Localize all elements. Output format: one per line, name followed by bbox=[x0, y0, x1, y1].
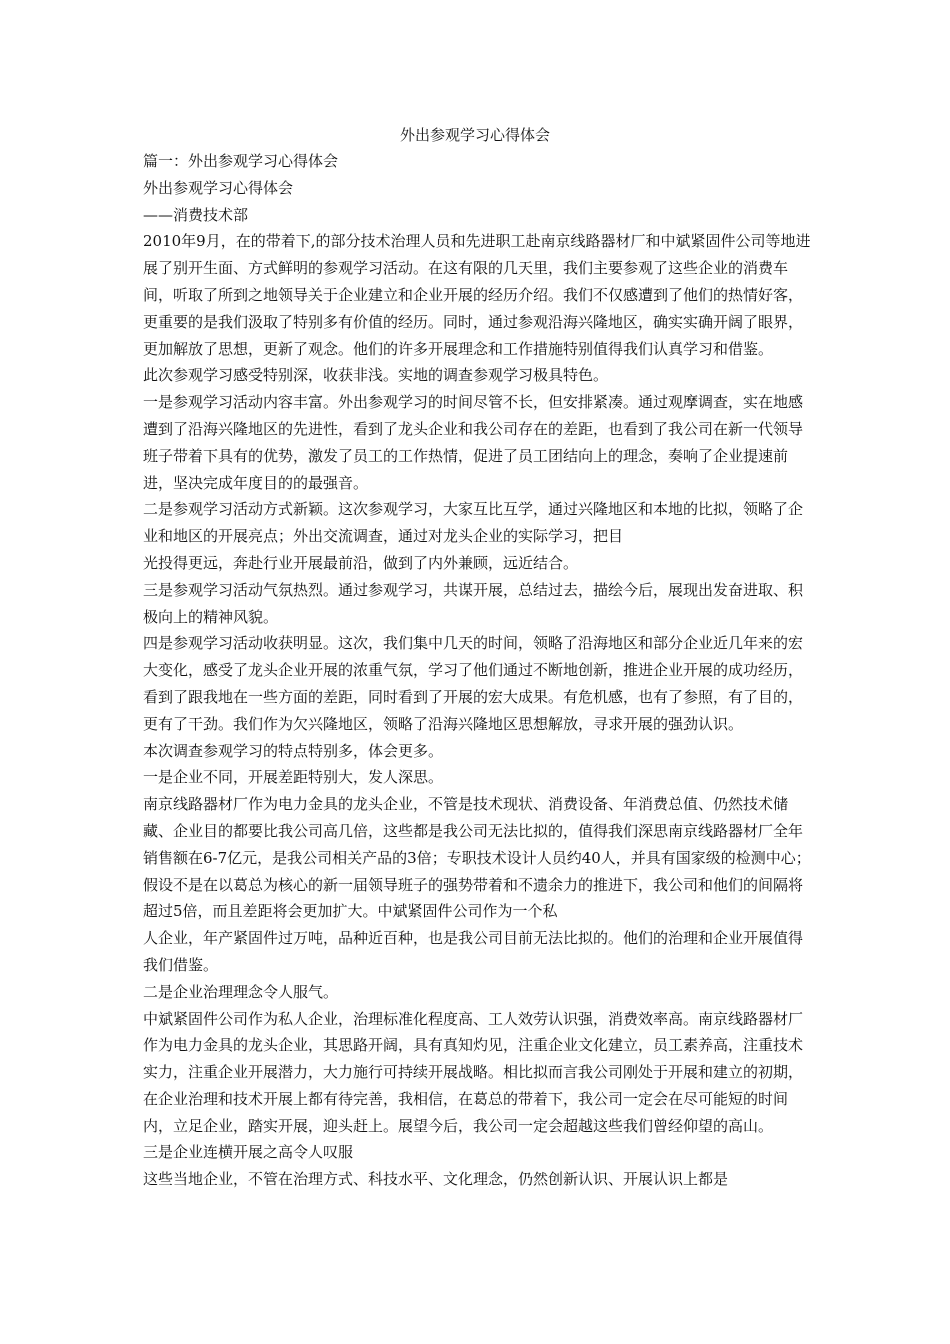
paragraph-nanjing: 南京线路器材厂作为电力金具的龙头企业，不管是技术现状、消费设备、年消费总值、仍然技术储藏、企业目的都要比我公司高几倍，这些都是我公司无法比拟的，值得我们深思南京线路器材厂全年销售额在6-7亿元，是我公司相关产品的3倍；专职技术设计人员约40人，并具有国家级的检测中心；假设不是在以葛总为核心的新一届领导班子的强势带着和不遗余力的推进下，我公司和他们的间隔将超过5倍，而且差距将会更加扩大。中斌紧固件公司作为一个私 bbox=[143, 795, 811, 921]
paragraph-feature-three: 三是企业连横开展之高令人叹服 bbox=[143, 1143, 354, 1162]
paragraph-nanjing-cont: 人企业，年产紧固件过万吨，品种近百种，也是我公司目前无法比拟的。他们的治理和企业开展值得我们借鉴。 bbox=[143, 929, 804, 974]
paragraph-point-one: 一是参观学习活动内容丰富。外出参观学习的时间尽管不长，但安排紧凑。通过观摩调查，实在地感遭到了沿海兴隆地区的先进性，看到了龙头企业和我公司存在的差距，也看到了我公司在新一代领导班子带着下具有的优势，激发了员工的工作热情，促进了员工团结向上的理念，奏响了企业提速前进，坚决完成年度目的的最强音。 bbox=[143, 393, 804, 492]
paragraph-subtitle: 外出参观学习心得体会 bbox=[143, 178, 294, 197]
paragraph-point-two: 二是参观学习活动方式新颖。这次参观学习，大家互比互学，通过兴隆地区和本地的比拟，领略了企业和地区的开展亮点；外出交流调查，通过对龙头企业的实际学习，把目 bbox=[143, 500, 804, 546]
paragraph-feature-one: 一是企业不同，开展差距特别大，发人深思。 bbox=[143, 768, 444, 787]
paragraph-point-two-cont: 光投得更远，奔赴行业开展最前沿，做到了内外兼顾，远近结合。 bbox=[143, 553, 579, 572]
paragraph-local-enterprises: 这些当地企业，不管在治理方式、科技水平、文化理念，仍然创新认识、开展认识上都是 bbox=[143, 1170, 729, 1189]
paragraph-management: 中斌紧固件公司作为私人企业，治理标准化程度高、工人效劳认识强，消费效率高。南京线路器材厂作为电力金具的龙头企业，其思路开阔，具有真知灼见，注重企业文化建立，员工素养高，注重技术实力，注重企业开展潜力，大力施行可持续开展战略。相比拟而言我公司刚处于开展和建立的初期，在企业治理和技术开展上都有待完善，我相信，在葛总的带着下，我公司一定会在尽可能短的时间内，立足企业，踏实开展，迎头赶上。展望今后，我公司一定会超越这些我们曾经仰望的高山。 bbox=[143, 1009, 804, 1135]
paragraph-impression: 此次参观学习感受特别深，收获非浅。实地的调查参观学习极具特色。 bbox=[143, 366, 609, 385]
paragraph-heading-article-one: 篇一：外出参观学习心得体会 bbox=[143, 152, 339, 170]
document-body bbox=[143, 148, 811, 1193]
paragraph-point-three: 三是参观学习活动气氛热烈。通过参观学习，共谋开展，总结过去，描绘今后，展现出发奋进取、积极向上的精神风貌。 bbox=[143, 580, 804, 626]
paragraph-point-four: 四是参观学习活动收获明显。这次，我们集中几天的时间，领略了沿海地区和部分企业近几年来的宏大变化，感受了龙头企业开展的浓重气氛，学习了他们通过不断地创新，推进企业开展的成功经历，看到了跟我地在一些方面的差距，同时看到了开展的宏大成果。有危机感，也有了参照，有了目的，更有了干劲。我们作为欠兴隆地区，领略了沿海兴隆地区思想解放，寻求开展的强劲认识。 bbox=[143, 634, 804, 733]
paragraph-feature-two: 二是企业治理理念令人服气。 bbox=[143, 982, 339, 1001]
paragraph-intro: 2010年9月，在的带着下,的部分技术治理人员和先进职工赴南京线路器材厂和中斌紧固件公司等地进展了别开生面、方式鲜明的参观学习活动。在这有限的几天里，我们主要参观了这些企业的消费车间，听取了所到之地领导关于企业建立和企业开展的经历介绍。我们不仅感遭到了他们的热情好客，更重要的是我们汲取了特别多有价值的经历。同时，通过参观沿海兴隆地区，确实实确开阔了眼界，更加解放了思想，更新了观念。他们的许多开展理念和工作措施特别值得我们认真学习和借鉴。 bbox=[143, 232, 811, 358]
paragraph-features: 本次调查参观学习的特点特别多，体会更多。 bbox=[143, 741, 444, 760]
paragraph-department: ——消费技术部 bbox=[143, 205, 249, 224]
document-title: 外出参观学习心得体会 bbox=[399, 126, 550, 144]
